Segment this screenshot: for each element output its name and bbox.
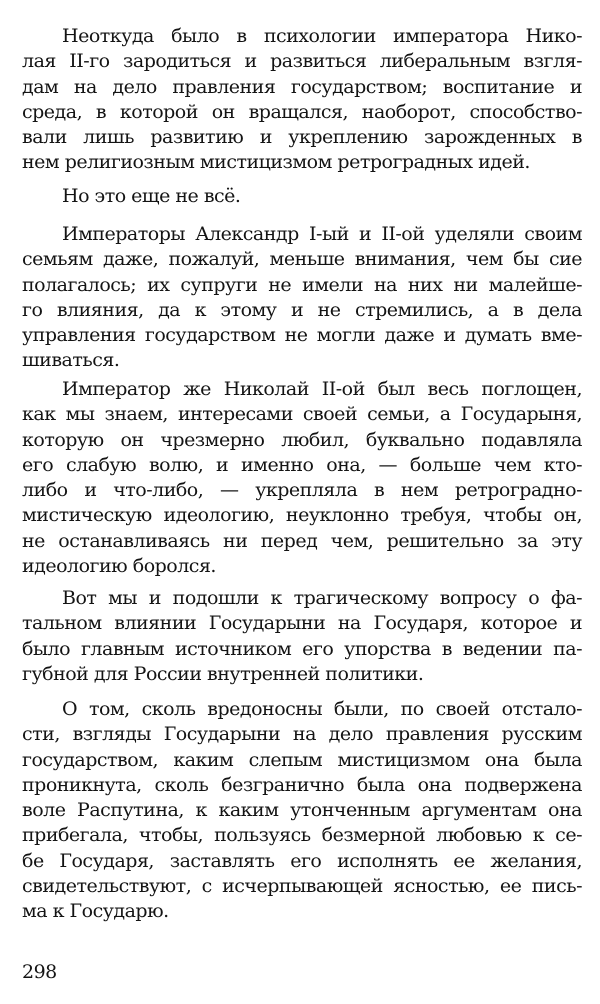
text-line: среда, в которой он вращался, наоборот, способство- — [22, 100, 582, 123]
text-line: Император же Николай II-ой был весь поглощен, — [62, 378, 582, 400]
text-line: дам на дело правления государством; воспитание и — [22, 75, 582, 98]
text-line: его слабую волю, и именно она, — больше чем кто- — [22, 453, 582, 476]
text-line: идеологию боролся. — [22, 555, 216, 578]
text-line: государством, каким слепым мистицизмом она была — [22, 748, 582, 771]
text-line: вали лишь развитию и укреплению зарожденных в — [22, 126, 582, 149]
text-line: было главным источником его упорства в ведении па- — [22, 637, 582, 660]
text-line: губной для России внутренней политики. — [22, 662, 424, 685]
text-line: Но это еще не всё. — [62, 185, 241, 207]
paragraph-1 — [22, 24, 582, 176]
text-line: не останавливаясь ни перед чем, решительно за эту — [22, 529, 582, 552]
paragraph-6 — [22, 697, 582, 925]
paragraph-5 — [22, 586, 582, 687]
text-line: которую он чрезмерно любил, буквально подавляла — [22, 428, 582, 451]
text-line: нем религиозным мистицизмом ретроградных идей. — [22, 151, 530, 174]
text-line: Вот мы и подошли к трагическому вопросу о фа- — [62, 587, 582, 609]
text-line: как мы знаем, интересами своей семьи, а Государыня, — [22, 403, 582, 426]
text-line: проникнута, сколь безгранично была она подвержена — [22, 773, 582, 796]
text-line: Неоткуда было в психологии императора Нико- — [62, 25, 582, 47]
paragraph-4 — [22, 377, 582, 579]
text-line: шиваться. — [22, 349, 120, 372]
text-line: либо и что-либо, — укрепляла в нем ретроградно- — [22, 479, 582, 502]
text-line: прибегала, чтобы, пользуясь безмерной любовью к се- — [22, 824, 582, 847]
text-line: ма к Государю. — [22, 900, 169, 923]
page-number: 298 — [22, 961, 57, 983]
text-line: управления государством не могли даже и думать вме- — [22, 324, 582, 347]
text-line: Императоры Александр I-ый и II-ой уделяли своим — [62, 223, 582, 245]
text-line: тальном влиянии Государыни на Государя, которое и — [22, 612, 582, 635]
paragraph-3 — [22, 222, 582, 374]
text-line: бе Государя, заставлять его исполнять ее желания, — [22, 849, 582, 872]
text-line: свидетельствуют, с исчерпывающей ясностью, ее пись- — [22, 875, 582, 898]
text-line: лая II-го зародиться и развиться либеральным взгля- — [22, 50, 582, 73]
text-line: полагалось; их супруги не имели на них ни малейше- — [22, 273, 582, 296]
text-line: сти, взгляды Государыни на дело правления русским — [22, 723, 582, 746]
text-line: го влияния, да к этому и не стремились, а в дела — [22, 298, 582, 321]
paragraph-2 — [22, 184, 582, 209]
text-line: воле Распутина, к каким утонченным аргументам она — [22, 799, 582, 822]
text-line: мистическую идеологию, неуклонно требуя, чтобы он, — [22, 504, 582, 527]
text-line: О том, сколь вредоносны были, по своей отстало- — [62, 698, 582, 720]
text-line: семьям даже, пожалуй, меньше внимания, чем бы сие — [22, 248, 582, 271]
